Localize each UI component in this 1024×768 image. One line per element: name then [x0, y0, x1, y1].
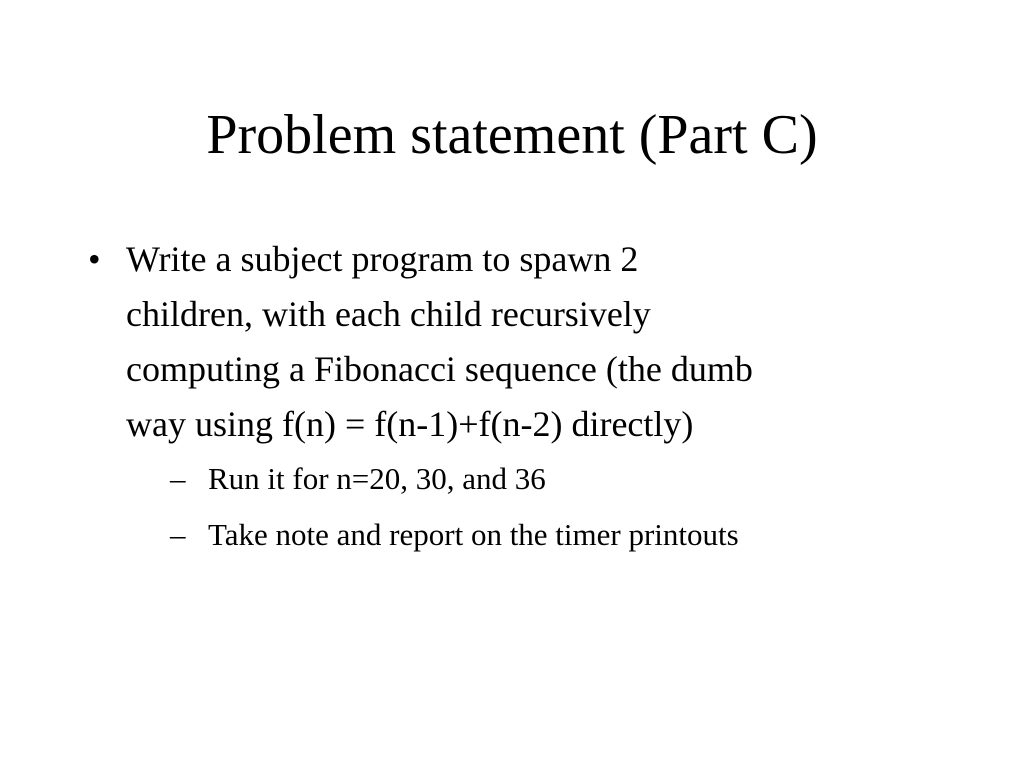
sub-bullet-marker: – — [170, 461, 186, 496]
bullet-line: computing a Fibonacci sequence (the dumb — [126, 349, 753, 389]
sub-bullet-list — [126, 458, 948, 555]
bullet-line: children, with each child recursively — [126, 294, 651, 334]
sub-bullet-text: Run it for n=20, 30, and 36 — [208, 461, 546, 496]
sub-bullet-item — [170, 458, 948, 499]
bullet-list — [88, 232, 948, 570]
bullet-item — [88, 232, 948, 555]
sub-bullet-text: Take note and report on the timer printouts — [208, 517, 739, 552]
slide-title: Problem statement (Part C) — [206, 104, 818, 166]
bullet-line: way using f(n) = f(n-1)+f(n-2) directly) — [126, 404, 694, 444]
sub-bullet-item — [170, 514, 948, 555]
bullet-text — [126, 232, 948, 452]
bullet-line: Write a subject program to spawn 2 — [126, 239, 639, 279]
sub-bullet-marker: – — [170, 517, 186, 552]
bullet-marker: • — [88, 239, 101, 279]
